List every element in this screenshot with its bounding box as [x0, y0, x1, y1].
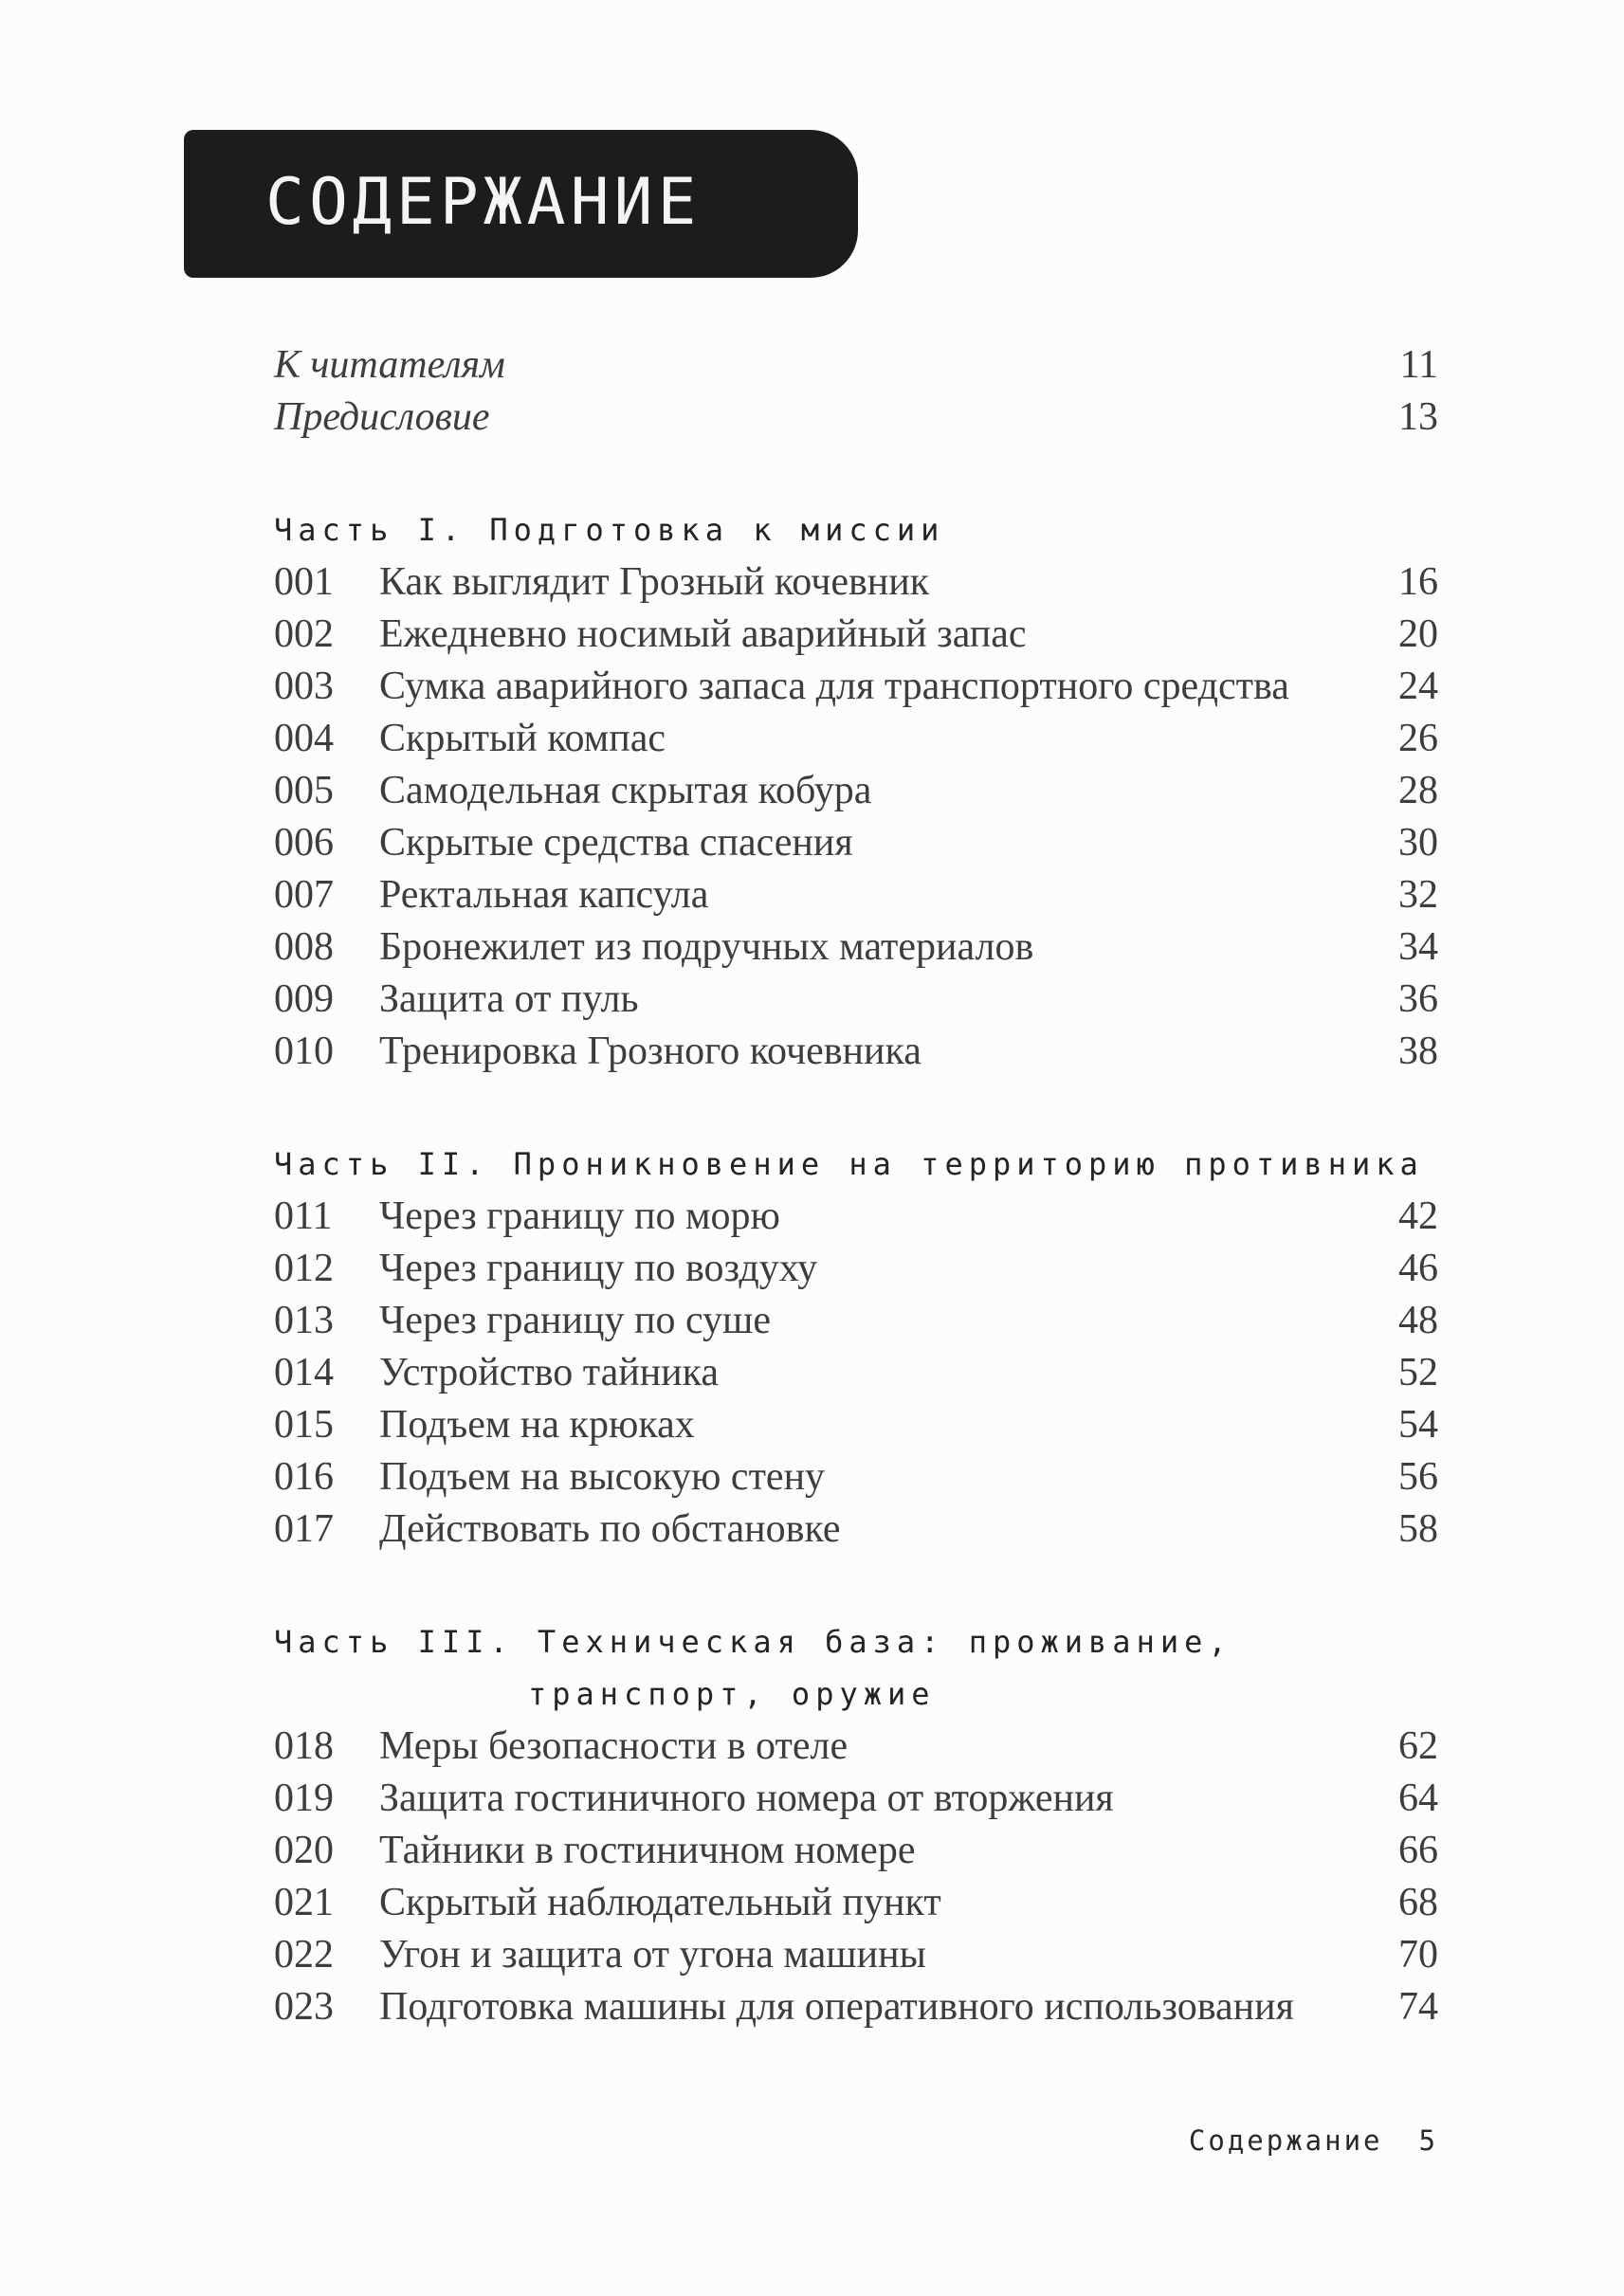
toc-entry-row — [274, 1721, 1438, 1773]
part-entries — [274, 556, 1438, 1078]
toc-entry-number: 009 — [274, 977, 334, 1021]
toc-entry-number: 020 — [274, 1829, 334, 1872]
toc-entry-title: Ежедневно носимый аварийный запас — [379, 612, 1027, 656]
toc-entry-page: 42 — [1398, 1194, 1438, 1238]
part-heading: Часть II. Проникновение на территорию противника — [274, 1146, 1424, 1182]
toc-entry-row — [274, 1295, 1438, 1347]
toc-entry-page: 66 — [1398, 1829, 1438, 1872]
toc-entry-row — [274, 869, 1438, 921]
toc-entry-page: 46 — [1398, 1247, 1438, 1290]
toc-front-matter-row — [274, 392, 1438, 444]
toc-entry-title: Скрытый компас — [379, 717, 666, 760]
page-title: СОДЕРЖАНИЕ — [265, 164, 702, 240]
toc-entry-number: 014 — [274, 1351, 334, 1394]
toc-entry-row — [274, 661, 1438, 713]
toc-entry-title: Ректальная капсула — [379, 873, 709, 917]
toc-entry-number: 018 — [274, 1724, 334, 1768]
toc-entry-page: 34 — [1398, 925, 1438, 969]
toc-entry-number: 016 — [274, 1455, 334, 1499]
toc-entry-row — [274, 1399, 1438, 1451]
toc-entry-page: 48 — [1398, 1299, 1438, 1342]
toc-part — [274, 504, 1438, 1078]
toc-entry-title: Подготовка машины для оперативного использования — [379, 1985, 1294, 2029]
toc-entry-row — [274, 1773, 1438, 1825]
toc-entry-page: 38 — [1398, 1030, 1438, 1073]
toc-entry-number: 002 — [274, 612, 334, 656]
toc-entry-number: 007 — [274, 873, 334, 917]
toc-entry-page: 28 — [1398, 769, 1438, 812]
toc-entry-page: 62 — [1398, 1724, 1438, 1768]
contents-title-banner — [184, 130, 858, 278]
toc-entry-row — [274, 1347, 1438, 1399]
toc-entry-page: 70 — [1398, 1933, 1438, 1977]
toc-front-matter-row — [274, 339, 1438, 392]
toc-entry-page: 26 — [1398, 717, 1438, 760]
toc-entry-row — [274, 1877, 1438, 1929]
toc-entry-title: Предисловие — [274, 395, 490, 439]
footer-page-number: 5 — [1418, 2124, 1438, 2157]
toc-entry-title: Скрытый наблюдательный пункт — [379, 1881, 941, 1924]
parts — [274, 504, 1438, 2033]
toc-entry-title: Сумка аварийного запаса для транспортного средства — [379, 665, 1289, 708]
toc-entry-number: 013 — [274, 1299, 334, 1342]
toc-entry-row — [274, 1026, 1438, 1078]
toc-entry-title: К читателям — [274, 343, 505, 387]
toc-entry-title: Самодельная скрытая кобура — [379, 769, 872, 812]
toc-entry-number: 006 — [274, 821, 334, 865]
toc-entry-title: Тайники в гостиничном номере — [379, 1829, 916, 1872]
toc-entry-title: Через границу по морю — [379, 1194, 780, 1238]
toc-part — [274, 1616, 1438, 2033]
toc-entry-number: 015 — [274, 1403, 334, 1447]
toc-entry-page: 32 — [1398, 873, 1438, 917]
toc-entry-number: 008 — [274, 925, 334, 969]
toc-entry-row — [274, 1929, 1438, 1981]
toc-entry-page: 52 — [1398, 1351, 1438, 1394]
toc-entry-number: 003 — [274, 665, 334, 708]
toc-entry-row — [274, 556, 1438, 609]
toc-entry-title: Как выглядит Грозный кочевник — [379, 560, 930, 604]
toc-entry-row — [274, 1503, 1438, 1556]
toc-entry-title: Через границу по воздуху — [379, 1247, 818, 1290]
toc-entry-page: 16 — [1398, 560, 1438, 604]
running-footer — [1189, 2124, 1438, 2157]
toc-entry-page: 20 — [1398, 612, 1438, 656]
toc-entry-title: Действовать по обстановке — [379, 1507, 841, 1551]
toc-entry-row — [274, 1243, 1438, 1295]
toc-entry-number: 019 — [274, 1777, 334, 1820]
toc-entry-row — [274, 609, 1438, 661]
toc-entry-title: Подъем на крюках — [379, 1403, 695, 1447]
toc-entry-row — [274, 817, 1438, 869]
toc-entry-number: 001 — [274, 560, 334, 604]
toc-entry-page: 13 — [1398, 395, 1438, 439]
toc-entry-row — [274, 765, 1438, 817]
part-heading: Часть III. Техническая база: проживание, — [274, 1624, 1232, 1660]
toc-entry-row — [274, 1191, 1438, 1243]
toc-entry-row — [274, 1451, 1438, 1503]
table-of-contents — [274, 339, 1438, 2033]
part-entries — [274, 1191, 1438, 1556]
toc-entry-row — [274, 974, 1438, 1026]
toc-entry-title: Защита гостиничного номера от вторжения — [379, 1777, 1114, 1820]
toc-entry-number: 017 — [274, 1507, 334, 1551]
toc-entry-title: Скрытые средства спасения — [379, 821, 853, 865]
toc-entry-page: 56 — [1398, 1455, 1438, 1499]
toc-entry-number: 011 — [274, 1194, 333, 1238]
toc-entry-title: Угон и защита от угона машины — [379, 1933, 926, 1977]
toc-entry-number: 022 — [274, 1933, 334, 1977]
part-heading-line2: транспорт, оружие — [528, 1676, 936, 1712]
toc-entry-number: 004 — [274, 717, 334, 760]
toc-entry-title: Бронежилет из подручных материалов — [379, 925, 1034, 969]
toc-entry-number: 005 — [274, 769, 334, 812]
toc-entry-page: 36 — [1398, 977, 1438, 1021]
toc-entry-page: 74 — [1398, 1985, 1438, 2029]
toc-entry-page: 54 — [1398, 1403, 1438, 1447]
toc-entry-number: 023 — [274, 1985, 334, 2029]
footer-section-label: Содержание — [1188, 2124, 1383, 2157]
toc-entry-title: Защита от пуль — [379, 977, 639, 1021]
toc-entry-row — [274, 1825, 1438, 1877]
toc-entry-row — [274, 713, 1438, 765]
toc-entry-page: 24 — [1398, 665, 1438, 708]
toc-entry-title: Через границу по суше — [379, 1299, 772, 1342]
toc-entry-number: 021 — [274, 1881, 334, 1924]
toc-entry-page: 68 — [1398, 1881, 1438, 1924]
toc-entry-title: Тренировка Грозного кочевника — [379, 1030, 921, 1073]
toc-entry-title: Меры безопасности в отеле — [379, 1724, 848, 1768]
toc-entry-title: Подъем на высокую стену — [379, 1455, 826, 1499]
toc-entry-row — [274, 1981, 1438, 2033]
toc-entry-row — [274, 921, 1438, 974]
toc-entry-number: 010 — [274, 1030, 334, 1073]
part-heading: Часть I. Подготовка к миссии — [274, 512, 945, 548]
part-entries — [274, 1721, 1438, 2033]
toc-part — [274, 1139, 1438, 1556]
toc-entry-page: 58 — [1398, 1507, 1438, 1551]
toc-entry-title: Устройство тайника — [379, 1351, 720, 1394]
front-matter — [274, 339, 1438, 444]
toc-entry-page: 64 — [1398, 1777, 1438, 1820]
toc-entry-page: 11 — [1399, 343, 1438, 387]
toc-entry-page: 30 — [1398, 821, 1438, 865]
toc-entry-number: 012 — [274, 1247, 334, 1290]
